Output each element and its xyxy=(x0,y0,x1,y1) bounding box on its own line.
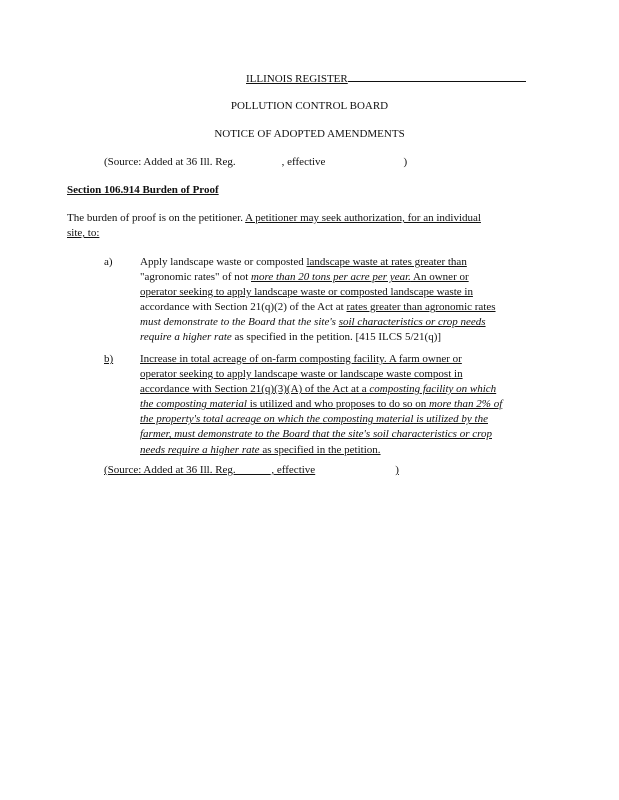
section-heading xyxy=(67,183,219,197)
notice-title: NOTICE OF ADOPTED AMENDMENTS xyxy=(214,128,405,140)
item-b-line-1: Increase in total acreage of on-farm composting facility. A farm owner or xyxy=(140,353,462,365)
register-title: ILLINOIS REGISTER xyxy=(246,73,348,85)
source-line-bottom xyxy=(104,463,399,477)
source-effective: , effective xyxy=(281,156,326,168)
register-header xyxy=(246,71,526,86)
source-label: (Source: Added at 36 Ill. Reg. xyxy=(104,156,236,168)
board-title: POLLUTION CONTROL BOARD xyxy=(230,100,389,112)
item-a-line-1: Apply landscape waste or composted landscape waste at rates greater than xyxy=(140,256,467,268)
item-b-line-3: accordance with Section 21(q)(3)(A) of the Act at a composting facility on which xyxy=(140,383,497,396)
item-a-line-2: "agronomic rates" of not more than 20 tons per acre per year. An owner or xyxy=(140,271,469,284)
item-a-text xyxy=(140,255,496,346)
intro-underlined-a: A petitioner may seek authorization, for an individual xyxy=(245,212,481,224)
item-b-text xyxy=(140,352,502,458)
intro-plain: The burden of proof is on the petitioner. xyxy=(67,212,246,224)
register-underline xyxy=(348,71,526,82)
source-bottom-label: (Source: Added at 36 Ill. Reg. ______, effective xyxy=(104,464,316,476)
source-close: ) xyxy=(403,156,408,168)
item-b-marker: b) xyxy=(104,353,114,365)
item-b-line-4: the composting material is utilized and who proposes to do so on more than 2% of xyxy=(140,398,503,411)
intro-underlined-b: site, to: xyxy=(67,227,100,240)
item-b-line-7: needs require a higher rate as specified in the petition. xyxy=(140,443,381,456)
item-a-marker: a) xyxy=(104,256,113,268)
item-a-line-5: must demonstrate to the Board that the site's soil characteristics or crop needs xyxy=(140,316,486,329)
section-title: Section 106.914 Burden of Proof xyxy=(67,184,219,196)
source-bottom-close: ) xyxy=(395,464,399,476)
intro-paragraph xyxy=(67,211,481,241)
source-line-top xyxy=(104,155,407,169)
item-b-line-6: farmer, must demonstrate to the Board that the site's soil characteristics or crop xyxy=(140,428,492,441)
item-a-line-3: operator seeking to apply landscape waste or composted landscape waste in xyxy=(140,286,473,299)
item-a-line-6: require a higher rate as specified in the petition. [415 ILCS 5/21(q)] xyxy=(140,331,442,344)
item-b-line-2: operator seeking to apply landscape waste or landscape waste compost in xyxy=(140,368,463,381)
item-b-line-5: the property's total acreage on which the composting material is utilized by the xyxy=(140,413,488,426)
item-a-line-4: accordance with Section 21(q)(2) of the Act at rates greater than agronomic rates xyxy=(140,301,496,314)
